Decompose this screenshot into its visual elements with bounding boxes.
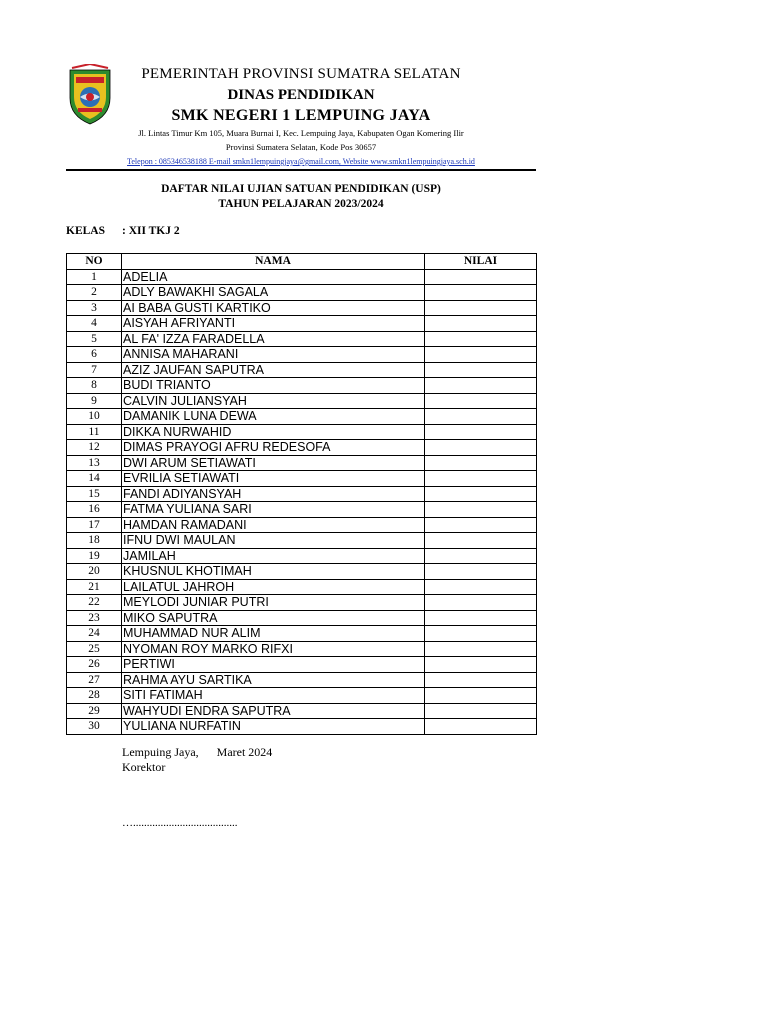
student-name: FANDI ADIYANSYAH [122, 486, 425, 502]
score-cell[interactable] [425, 564, 537, 580]
row-number: 7 [67, 362, 122, 378]
header-score: NILAI [425, 254, 537, 270]
student-name: YULIANA NURFATIN [122, 719, 425, 735]
agency-name: DINAS PENDIDIKAN [227, 87, 375, 103]
score-cell[interactable] [425, 517, 537, 533]
student-name: IFNU DWI MAULAN [122, 533, 425, 549]
row-number: 12 [67, 440, 122, 456]
student-name: BUDI TRIANTO [122, 378, 425, 394]
table-row [67, 672, 537, 688]
table-row [67, 533, 537, 549]
student-name: LAILATUL JAHROH [122, 579, 425, 595]
school-address: Jl. Lintas Timur Km 105, Muara Burnai I, Kec. Lempuing Jaya, Kabupaten Ogan Komering Ilir [138, 128, 464, 138]
score-cell[interactable] [425, 424, 537, 440]
table-row [67, 424, 537, 440]
table-row [67, 517, 537, 533]
student-name: DIKKA NURWAHID [122, 424, 425, 440]
table-row [67, 440, 537, 456]
score-cell[interactable] [425, 471, 537, 487]
school-contact [66, 157, 536, 166]
table-row [67, 347, 537, 363]
header-name: NAMA [122, 254, 425, 270]
table-row [67, 579, 537, 595]
student-name: AL FA' IZZA FARADELLA [122, 331, 425, 347]
school-name: SMK NEGERI 1 LEMPUING JAYA [171, 107, 431, 124]
row-number: 15 [67, 486, 122, 502]
corrector-label: Korektor [122, 760, 166, 774]
score-cell[interactable] [425, 579, 537, 595]
table-row [67, 595, 537, 611]
table-row [67, 641, 537, 657]
student-name: RAHMA AYU SARTIKA [122, 672, 425, 688]
school-address-province: Provinsi Sumatera Selatan, Kode Pos 30657 [225, 142, 377, 152]
student-name: CALVIN JULIANSYAH [122, 393, 425, 409]
score-cell[interactable] [425, 502, 537, 518]
table-row [67, 393, 537, 409]
contact-text: Telepon : 085346538188 E-mail smkn1lempuingjaya@gmail.com, Website www.smkn1lempuingjaya.sch.id [127, 157, 475, 166]
score-cell[interactable] [425, 347, 537, 363]
row-number: 16 [67, 502, 122, 518]
table-row [67, 378, 537, 394]
row-number: 5 [67, 331, 122, 347]
row-number: 29 [67, 703, 122, 719]
row-number: 14 [67, 471, 122, 487]
row-number: 21 [67, 579, 122, 595]
table-row [67, 610, 537, 626]
row-number: 17 [67, 517, 122, 533]
table-row [67, 269, 537, 285]
row-number: 9 [67, 393, 122, 409]
table-row [67, 300, 537, 316]
student-name: ADELIA [122, 269, 425, 285]
score-cell[interactable] [425, 269, 537, 285]
govt-name: PEMERINTAH PROVINSI SUMATRA SELATAN [141, 66, 461, 82]
table-row [67, 703, 537, 719]
score-cell[interactable] [425, 362, 537, 378]
student-name: ANNISA MAHARANI [122, 347, 425, 363]
score-cell[interactable] [425, 657, 537, 673]
student-name: JAMILAH [122, 548, 425, 564]
row-number: 27 [67, 672, 122, 688]
row-number: 10 [67, 409, 122, 425]
score-table [66, 253, 537, 735]
table-row [67, 502, 537, 518]
table-row [67, 688, 537, 704]
student-name: EVRILIA SETIAWATI [122, 471, 425, 487]
row-number: 24 [67, 626, 122, 642]
score-cell[interactable] [425, 610, 537, 626]
table-row [67, 455, 537, 471]
score-cell[interactable] [425, 486, 537, 502]
table-row [67, 409, 537, 425]
row-number: 20 [67, 564, 122, 580]
score-cell[interactable] [425, 393, 537, 409]
table-row [67, 548, 537, 564]
row-number: 28 [67, 688, 122, 704]
row-number: 23 [67, 610, 122, 626]
student-name: AI BABA GUSTI KARTIKO [122, 300, 425, 316]
score-cell[interactable] [425, 440, 537, 456]
row-number: 30 [67, 719, 122, 735]
score-cell[interactable] [425, 378, 537, 394]
row-number: 19 [67, 548, 122, 564]
score-cell[interactable] [425, 455, 537, 471]
table-row [67, 564, 537, 580]
row-number: 22 [67, 595, 122, 611]
table-row [67, 626, 537, 642]
row-number: 3 [67, 300, 122, 316]
signature-line: …...................................... [122, 817, 238, 829]
table-body [67, 269, 537, 734]
score-cell[interactable] [425, 548, 537, 564]
student-name: AISYAH AFRIYANTI [122, 316, 425, 332]
class-label: KELAS [66, 225, 105, 237]
student-name: DIMAS PRAYOGI AFRU REDESOFA [122, 440, 425, 456]
row-number: 2 [67, 285, 122, 301]
score-cell[interactable] [425, 331, 537, 347]
score-cell[interactable] [425, 409, 537, 425]
header-no: NO [67, 254, 122, 270]
student-name: MEYLODI JUNIAR PUTRI [122, 595, 425, 611]
row-number: 4 [67, 316, 122, 332]
student-name: ADLY BAWAKHI SAGALA [122, 285, 425, 301]
row-number: 11 [67, 424, 122, 440]
table-row [67, 316, 537, 332]
table-row [67, 285, 537, 301]
document-title: DAFTAR NILAI UJIAN SATUAN PENDIDIKAN (USP) [161, 183, 441, 195]
row-number: 8 [67, 378, 122, 394]
score-cell[interactable] [425, 316, 537, 332]
student-name: AZIZ JAUFAN SAPUTRA [122, 362, 425, 378]
place-date: Lempuing Jaya, Maret 2024 [122, 745, 273, 759]
table-row [67, 331, 537, 347]
row-number: 25 [67, 641, 122, 657]
student-name: MIKO SAPUTRA [122, 610, 425, 626]
student-name: DAMANIK LUNA DEWA [122, 409, 425, 425]
class-value: : XII TKJ 2 [122, 225, 180, 237]
student-name: PERTIWI [122, 657, 425, 673]
student-name: SITI FATIMAH [122, 688, 425, 704]
table-row [67, 486, 537, 502]
student-name: HAMDAN RAMADANI [122, 517, 425, 533]
letterhead-divider [66, 169, 536, 171]
score-cell[interactable] [425, 626, 537, 642]
student-name: NYOMAN ROY MARKO RIFXI [122, 641, 425, 657]
score-cell[interactable] [425, 641, 537, 657]
student-name: FATMA YULIANA SARI [122, 502, 425, 518]
student-name: DWI ARUM SETIAWATI [122, 455, 425, 471]
document-subtitle: TAHUN PELAJARAN 2023/2024 [218, 198, 384, 210]
score-cell[interactable] [425, 688, 537, 704]
table-header-row [67, 254, 537, 270]
score-cell[interactable] [425, 595, 537, 611]
student-name: KHUSNUL KHOTIMAH [122, 564, 425, 580]
row-number: 26 [67, 657, 122, 673]
score-cell[interactable] [425, 719, 537, 735]
row-number: 6 [67, 347, 122, 363]
row-number: 13 [67, 455, 122, 471]
row-number: 1 [67, 269, 122, 285]
student-name: MUHAMMAD NUR ALIM [122, 626, 425, 642]
score-cell[interactable] [425, 672, 537, 688]
table-row [67, 471, 537, 487]
score-cell[interactable] [425, 300, 537, 316]
score-cell[interactable] [425, 533, 537, 549]
table-row [67, 719, 537, 735]
score-cell[interactable] [425, 285, 537, 301]
student-name: WAHYUDI ENDRA SAPUTRA [122, 703, 425, 719]
row-number: 18 [67, 533, 122, 549]
table-row [67, 362, 537, 378]
table-row [67, 657, 537, 673]
class-line [66, 225, 180, 237]
score-cell[interactable] [425, 703, 537, 719]
